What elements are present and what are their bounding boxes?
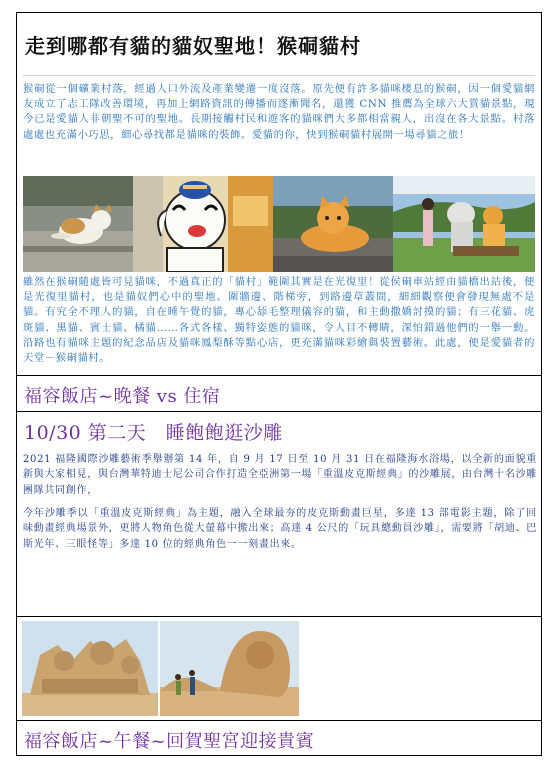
- sand-sculpture-photo: [22, 621, 158, 716]
- photo-strip: [23, 176, 535, 272]
- intro-paragraph: 猴硐從一個礦業村落，經過人口外流及產業變遷一度沒落。原先便有許多貓咪棲息的猴硐，因一個愛貓網友成立了志工隊改善環境，再加上網路資訊的傳播而逐漸聞名，還獲 CNN 推薦為全球六大賞貓景點，現今已是愛貓人非朝聖不可的聖地。長期接觸村民和遊客的貓咪們大多都相當親人，出沒在各大景點。村落處處也充滿小巧思，細心尋找都是貓咪的裝飾。愛貓的你，快到猴硐貓村展開一場尋貓之旅！: [23, 83, 535, 141]
- section-heading: 福容飯店~晚餐 vs 住宿: [24, 386, 221, 407]
- day-two-section: [16, 411, 542, 616]
- cat-sculpture-photo: [393, 176, 535, 272]
- divider: [23, 75, 535, 76]
- section-title: 走到哪都有貓的貓奴聖地！猴硐貓村: [25, 34, 361, 58]
- day-heading: 10/30 第二天 睡飽飽逛沙雕: [24, 422, 283, 444]
- orange-cat-photo: [273, 176, 393, 272]
- itinerary-page: [16, 12, 542, 756]
- lunch-section: [16, 720, 542, 756]
- sand-sculpture-photo-2: [160, 621, 299, 716]
- cat-statue-photo: [133, 176, 273, 272]
- pixar-theme-paragraph: 今年沙雕季以「重溫皮克斯經典」為主題，融入全球最夯的皮克斯動畫巨星，多達 13 部電影主題，除了回味動畫經典場景外，更將人物角色從大螢幕中搬出來；高達 4 公尺的「玩具總動員沙雕」，需要將「胡迪、巴斯光年、三眼怪等」多達 10 位的經典角色一一刻畫出來。: [23, 508, 537, 550]
- cat-village-section: [16, 12, 542, 375]
- section-heading: 福容飯店~午餐~回賀聖宮迎接貴賓: [24, 731, 315, 752]
- sand-sculpture-photos: [16, 616, 542, 720]
- cat-village-paragraph: 雖然在猴硐隨處皆可見貓咪，不過真正的「貓村」範圍其實是在光復里！從侯硐車站經由貓橋出站後，便是光復里貓村，也是貓奴們心中的聖地。圍牆邊、階梯旁，到路邊草叢間，細細觀察便會發現無處不是貓。有究全不理人的貓，自在睡午覺的貓，專心舔毛整理儀容的貓，和主動撒嬌討摸的貓；有三花貓、虎斑貓、黑貓、賓士貓、橘貓……各式各樣、獨特姿態的貓咪，令人目不轉睛，深怕錯過他們的一舉一動。沿路也有貓咪主題的紀念品店及貓咪鳳梨酥等點心店，更充滿貓咪彩繪與裝置藝術。此處，便是愛貓者的天堂－猴硐貓村。: [23, 276, 535, 365]
- cat-photo: [23, 176, 133, 272]
- dinner-lodging-section: [16, 375, 542, 411]
- sand-festival-paragraph: 2021 福隆國際沙雕藝術季舉辦第 14 年，自 9 月 17 日至 10 月 31 日在福隆海水浴場，以全新的面貌重新與大家相見，與台灣華特迪士尼公司合作打造全亞洲第一場「重溫皮克斯經典」的沙雕展，由台灣十名沙雕團隊共同創作，: [23, 454, 537, 496]
